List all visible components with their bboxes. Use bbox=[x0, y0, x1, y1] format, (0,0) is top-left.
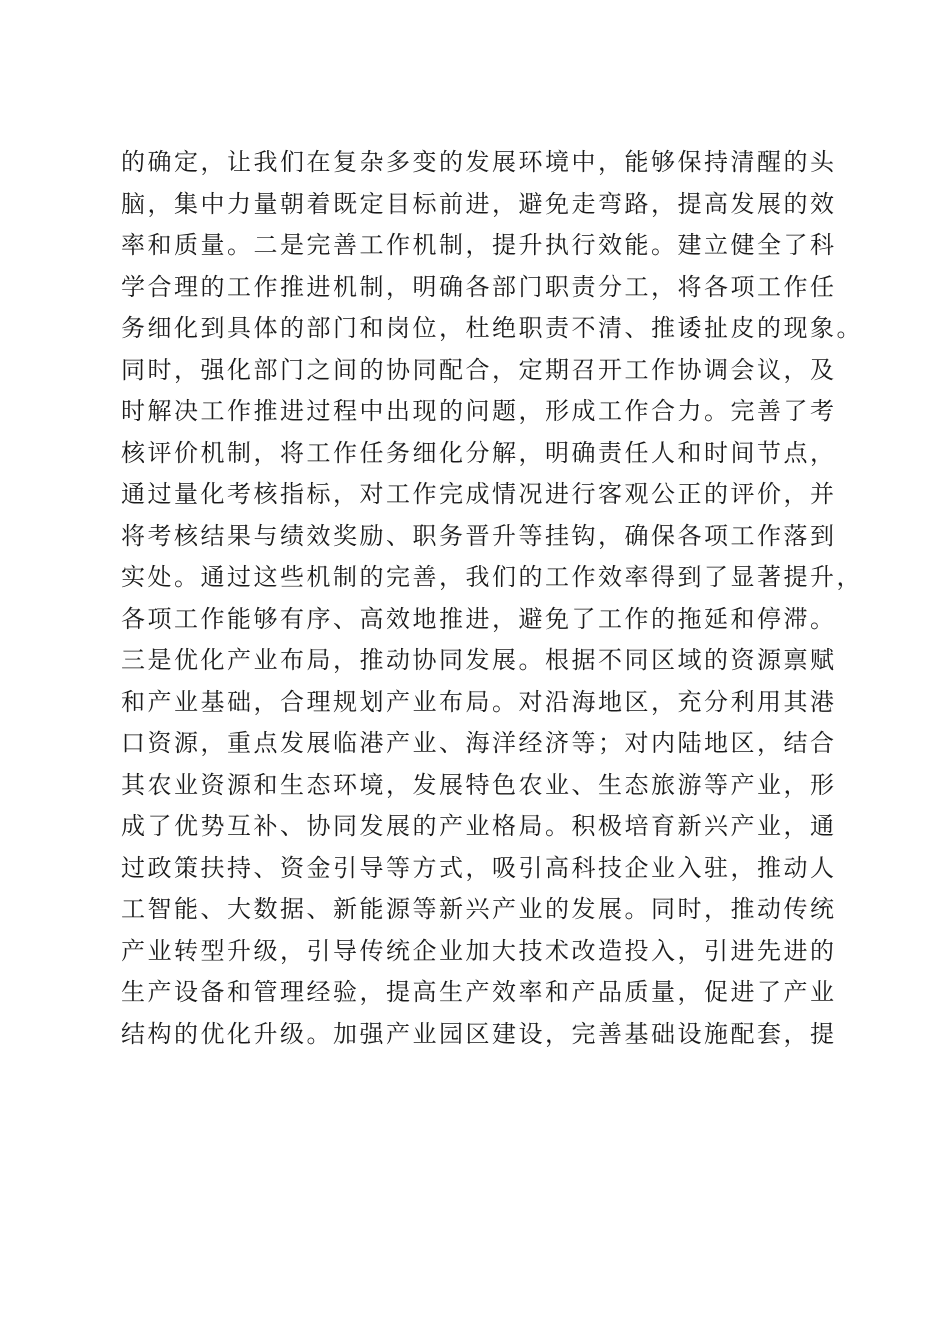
text-line: 时解决工作推进过程中出现的问题，形成工作合力。完善了考 bbox=[121, 397, 837, 425]
text-line: 和产业基础，合理规划产业布局。对沿海地区，充分利用其港 bbox=[121, 687, 837, 716]
text-line: 结构的优化升级。加强产业园区建设，完善基础设施配套，提 bbox=[121, 1019, 837, 1048]
text-line: 学合理的工作推进机制，明确各部门职责分工，将各项工作任 bbox=[121, 272, 837, 301]
text-line: 工智能、大数据、新能源等新兴产业的发展。同时，推动传统 bbox=[121, 895, 837, 923]
text-line: 同时，强化部门之间的协同配合，定期召开工作协调会议，及 bbox=[121, 355, 837, 384]
text-line: 成了优势互补、协同发展的产业格局。积极培育新兴产业，通 bbox=[121, 812, 837, 840]
text-line: 率和质量。二是完善工作机制，提升执行效能。建立健全了科 bbox=[121, 231, 837, 259]
text-line: 将考核结果与绩效奖励、职务晋升等挂钩，确保各项工作落到 bbox=[121, 521, 837, 550]
text-line: 产业转型升级，引导传统企业加大技术改造投入，引进先进的 bbox=[121, 936, 837, 965]
text-line: 脑，集中力量朝着既定目标前进，避免走弯路，提高发展的效 bbox=[121, 189, 837, 218]
text-line: 生产设备和管理经验，提高生产效率和产品质量，促进了产业 bbox=[121, 978, 837, 1006]
text-line: 其农业资源和生态环境，发展特色农业、生态旅游等产业，形 bbox=[121, 770, 837, 799]
text-line: 通过量化考核指标，对工作完成情况进行客观公正的评价，并 bbox=[121, 480, 837, 508]
body-text bbox=[121, 142, 863, 1055]
text-line: 的确定，让我们在复杂多变的发展环境中，能够保持清醒的头 bbox=[121, 148, 837, 176]
text-line: 各项工作能够有序、高效地推进，避免了工作的拖延和停滞。 bbox=[121, 604, 837, 633]
text-line: 三是优化产业布局，推动协同发展。根据不同区域的资源禀赋 bbox=[121, 646, 837, 674]
text-line: 口资源，重点发展临港产业、海洋经济等；对内陆地区，结合 bbox=[121, 729, 837, 757]
text-line: 务细化到具体的部门和岗位，杜绝职责不清、推诿扯皮的现象。 bbox=[121, 314, 863, 342]
text-line: 实处。通过这些机制的完善，我们的工作效率得到了显著提升， bbox=[121, 563, 863, 591]
text-line: 过政策扶持、资金引导等方式，吸引高科技企业入驻，推动人 bbox=[121, 853, 837, 882]
text-line: 核评价机制，将工作任务细化分解，明确责任人和时间节点， bbox=[121, 438, 837, 467]
